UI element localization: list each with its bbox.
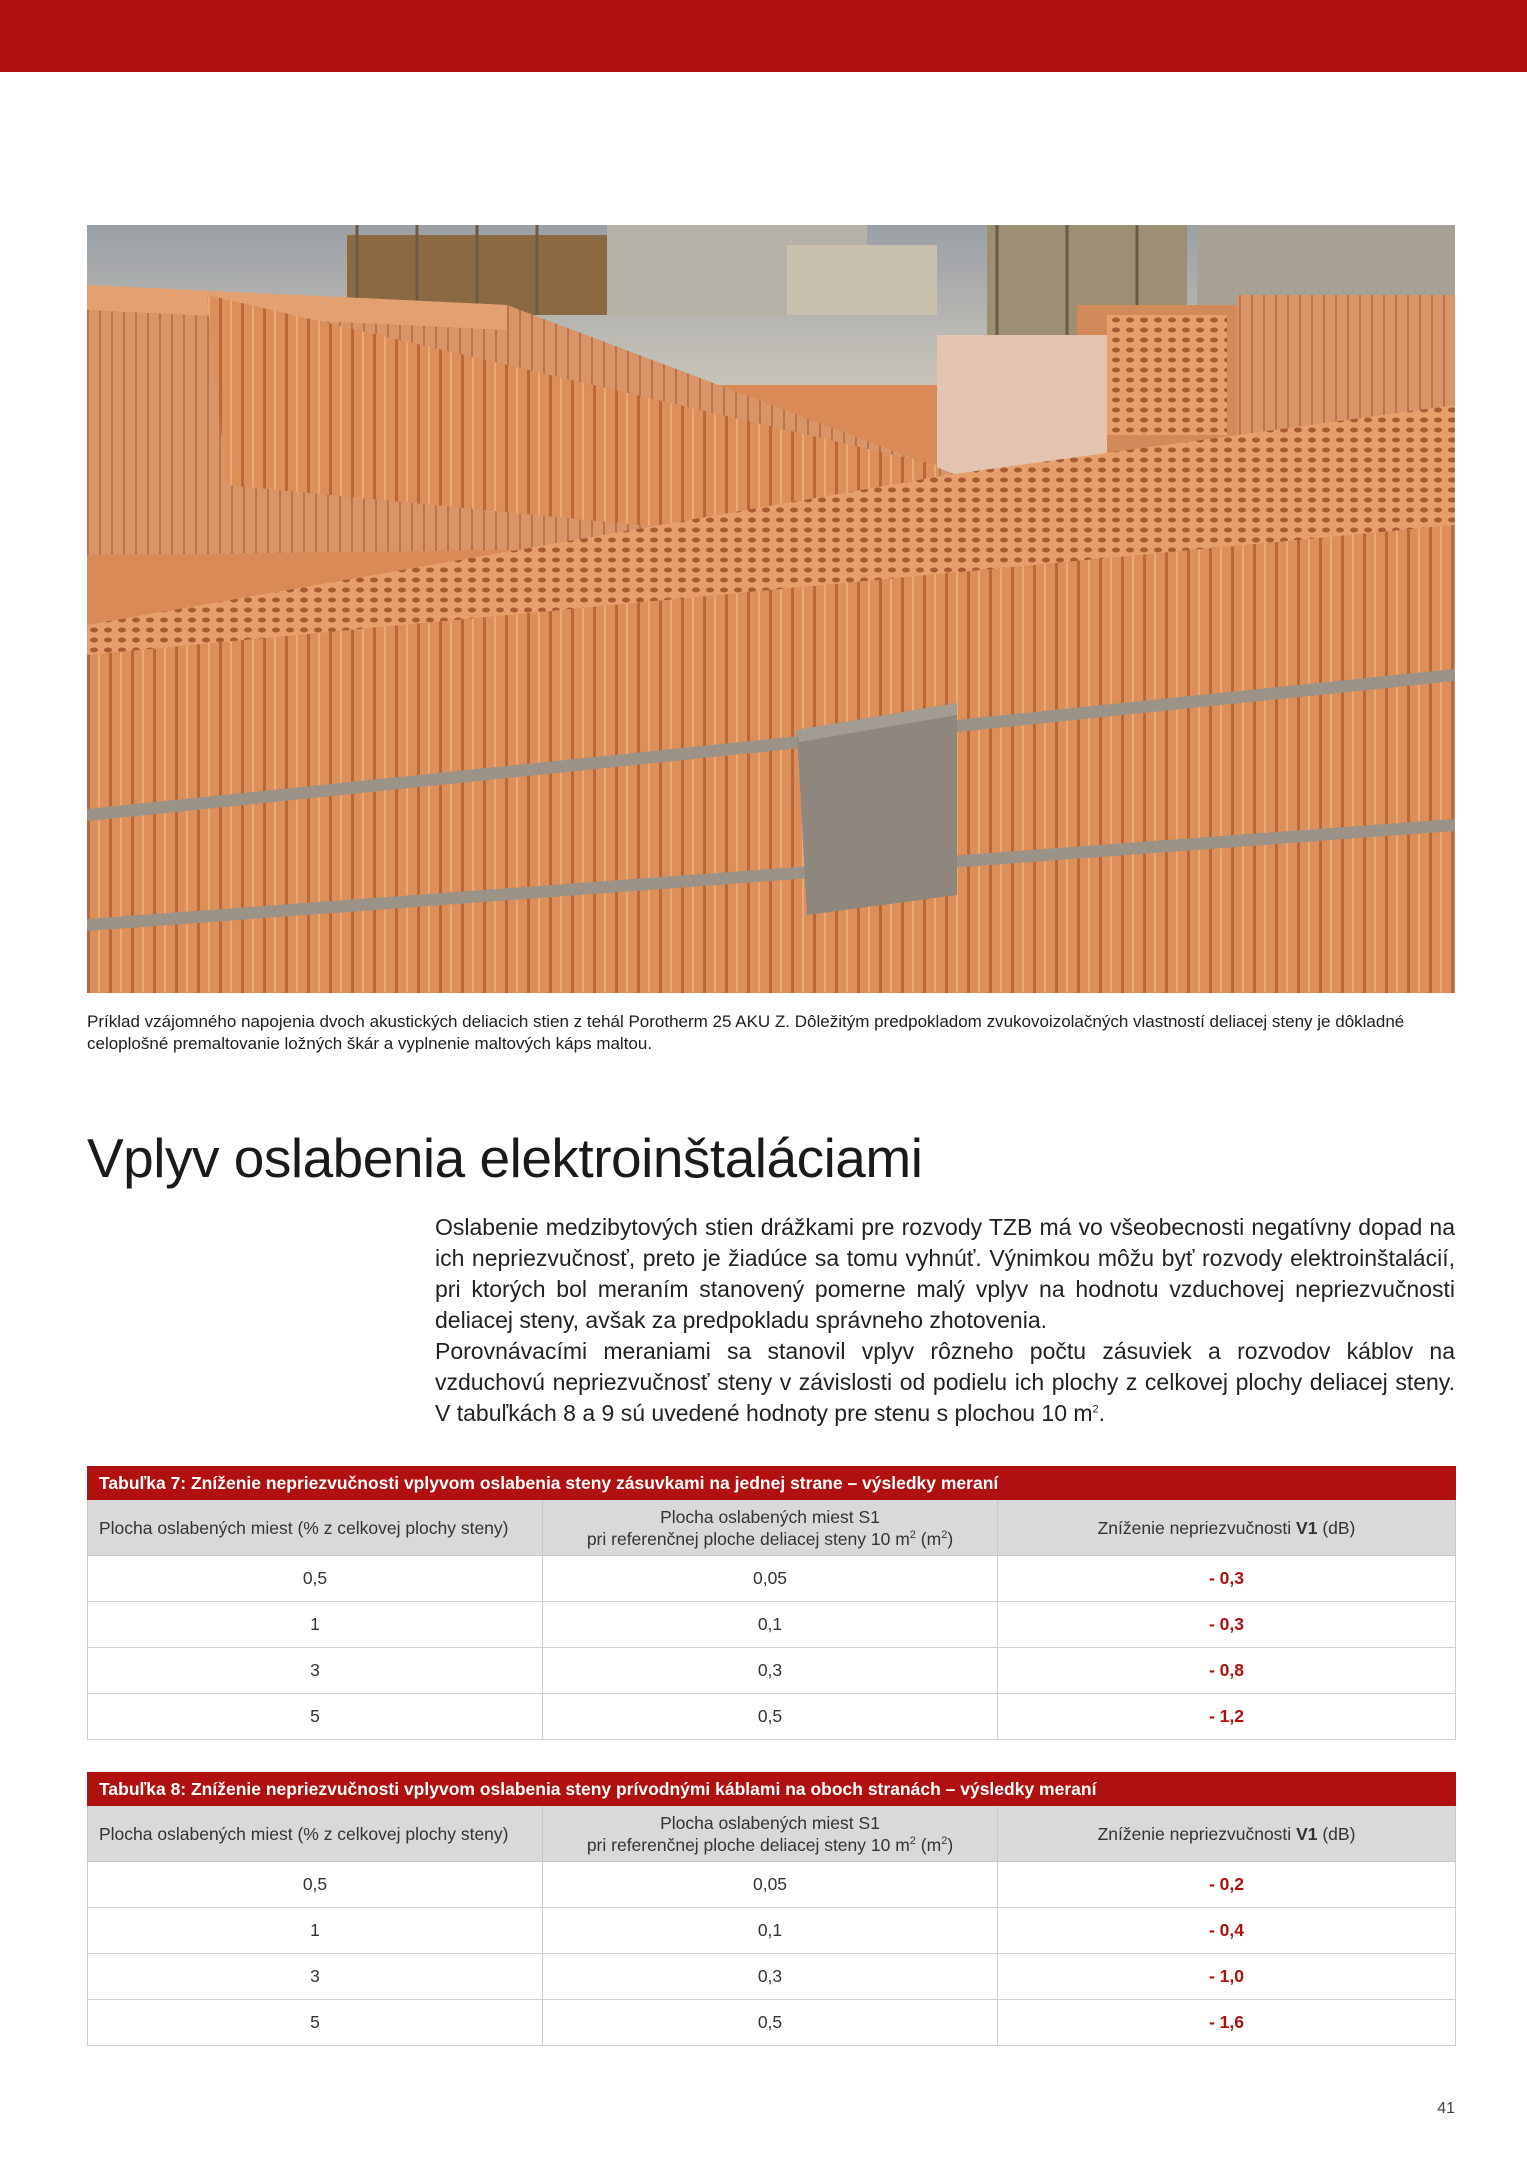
cell-reduction: - 0,3 bbox=[998, 1602, 1456, 1648]
table-7-title: Tabuľka 7: Zníženie nepriezvučnosti vplyvom oslabenia steny zásuvkami na jednej strane – výsledky meraní bbox=[88, 1467, 1456, 1500]
table-7-header-row bbox=[88, 1500, 1456, 1556]
table-7-header-reduction: Zníženie nepriezvučnosti V1 (dB) bbox=[998, 1500, 1456, 1556]
table-8-title: Tabuľka 8: Zníženie nepriezvučnosti vplyvom oslabenia steny prívodnými káblami na oboch stranách – výsledky meraní bbox=[88, 1773, 1456, 1806]
table-row bbox=[88, 1694, 1456, 1740]
cell-percent: 5 bbox=[88, 1694, 543, 1740]
cell-area: 0,05 bbox=[543, 1556, 998, 1602]
cell-reduction: - 1,0 bbox=[998, 1954, 1456, 2000]
section-heading: Vplyv oslabenia elektroinštaláciami bbox=[87, 1127, 923, 1189]
body-paragraph-1: Oslabenie medzibytových stien drážkami pre rozvody TZB má vo všeobecnosti negatívny dopad na ich nepriezvučnosť, preto je žiadúce sa tomu vyhnúť. Výnimkou môžu byť rozvody elektroinštalácií, pri ktorých bol meraním stanovený pomerne malý vplyv na hodnotu vzduchovej nepriezvučnosti deliacej steny, avšak za predpokladu správneho zhotovenia. bbox=[435, 1214, 1455, 1333]
table-8 bbox=[87, 1772, 1456, 2046]
cell-percent: 5 bbox=[88, 2000, 543, 2046]
squared-superscript: 2 bbox=[1092, 1403, 1099, 1416]
cell-percent: 3 bbox=[88, 1954, 543, 2000]
brick-wall-photo-icon bbox=[87, 225, 1455, 993]
cell-reduction: - 0,8 bbox=[998, 1648, 1456, 1694]
body-paragraph-2 bbox=[435, 1336, 1455, 1429]
cell-area: 0,1 bbox=[543, 1908, 998, 1954]
table-row bbox=[88, 1908, 1456, 1954]
body-paragraph-2-end: . bbox=[1098, 1400, 1106, 1426]
table-row bbox=[88, 1556, 1456, 1602]
table-row bbox=[88, 1648, 1456, 1694]
cell-area: 0,1 bbox=[543, 1602, 998, 1648]
cell-percent: 0,5 bbox=[88, 1862, 543, 1908]
top-red-band bbox=[0, 0, 1527, 72]
cell-area: 0,3 bbox=[543, 1954, 998, 2000]
cell-reduction: - 0,4 bbox=[998, 1908, 1456, 1954]
cell-percent: 1 bbox=[88, 1908, 543, 1954]
body-paragraph-2-text: Porovnávacími meraniami sa stanovil vplyv rôzneho počtu zásuviek a rozvodov káblov na vzduchovú nepriezvučnosť steny v závislosti od podielu ich plochy z celkovej plochy deliacej steny. V tabuľkách 8 a 9 sú uvedené hodnoty pre stenu s plochou 10 m bbox=[435, 1338, 1455, 1426]
cell-reduction: - 0,3 bbox=[998, 1556, 1456, 1602]
table-8-header-area: Plocha oslabených miest S1 pri referenčnej ploche deliacej steny 10 $m^2$ $(m^2)$ bbox=[543, 1806, 998, 1862]
table-8-header-reduction: Zníženie nepriezvučnosti V1 (dB) bbox=[998, 1806, 1456, 1862]
cell-area: 0,5 bbox=[543, 2000, 998, 2046]
table-7 bbox=[87, 1466, 1456, 1740]
table-8-header-row bbox=[88, 1806, 1456, 1862]
table-row bbox=[88, 1954, 1456, 2000]
table-row bbox=[88, 2000, 1456, 2046]
table-7-header-area: Plocha oslabených miest S1 pri referenčnej ploche deliacej steny 10 $m^2$ $(m^2)$ bbox=[543, 1500, 998, 1556]
page-number: 41 bbox=[1437, 2100, 1455, 2117]
cell-area: 0,5 bbox=[543, 1694, 998, 1740]
cell-reduction: - 0,2 bbox=[998, 1862, 1456, 1908]
cell-area: 0,3 bbox=[543, 1648, 998, 1694]
table-8-header-percent: Plocha oslabených miest (% z celkovej plochy steny) bbox=[88, 1806, 543, 1862]
table-row bbox=[88, 1602, 1456, 1648]
photo-caption: Príklad vzájomného napojenia dvoch akustických deliacich stien z tehál Porotherm 25 AKU Z. Dôležitým predpokladom zvukovoizolačných vlastností deliacej steny je dôkladné celoplošné premaltovanie ložných škár a vyplnenie maltových káps maltou. bbox=[87, 1012, 1405, 1053]
cell-percent: 1 bbox=[88, 1602, 543, 1648]
body-text bbox=[435, 1212, 1455, 1429]
table-row bbox=[88, 1862, 1456, 1908]
brick-wall-photo bbox=[87, 225, 1455, 993]
cell-reduction: - 1,2 bbox=[998, 1694, 1456, 1740]
cell-percent: 0,5 bbox=[88, 1556, 543, 1602]
cell-area: 0,05 bbox=[543, 1862, 998, 1908]
cell-reduction: - 1,6 bbox=[998, 2000, 1456, 2046]
cell-percent: 3 bbox=[88, 1648, 543, 1694]
table-7-header-percent: Plocha oslabených miest (% z celkovej plochy steny) bbox=[88, 1500, 543, 1556]
